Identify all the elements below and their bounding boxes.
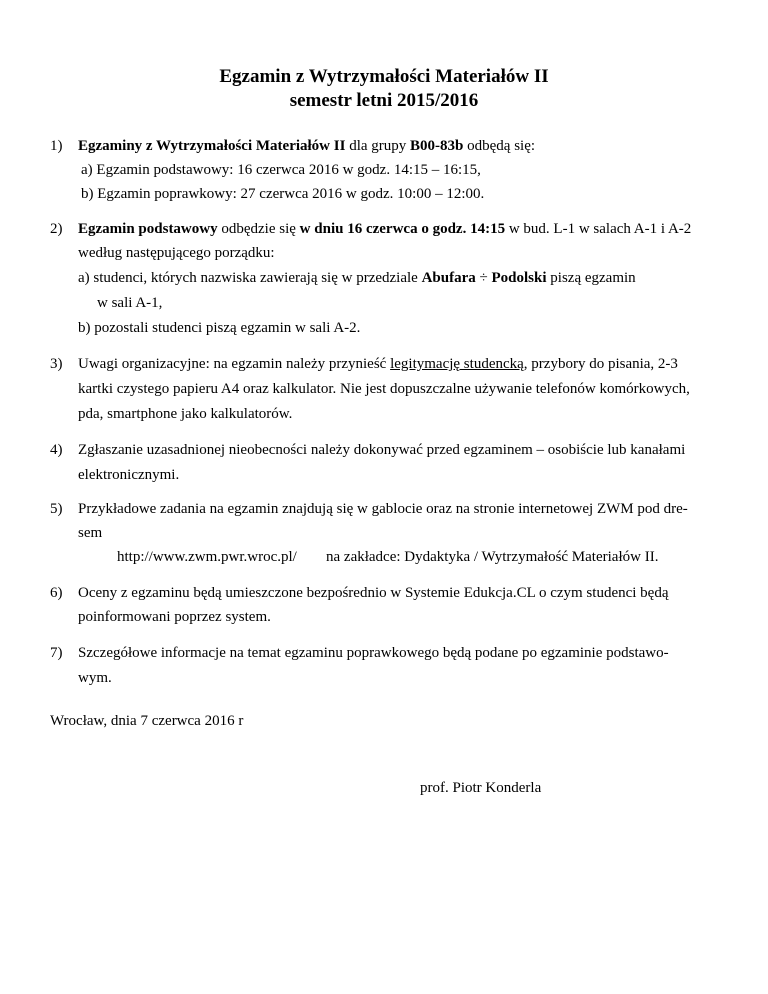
item-6-line1: Oceny z egzaminu będą umieszczone bezpośrednio w Systemie Edukcja.CL o czym studenci będą <box>78 585 669 601</box>
item-2a-line2: w sali A-1, <box>97 295 163 311</box>
item-2-number: 2) <box>50 221 63 237</box>
item-5-line1: Przykładowe zadania na egzamin znajdują się w gablocie oraz na stronie internetowej ZWM pod dre- <box>78 501 688 517</box>
item-4-line2: elektronicznymi. <box>78 467 180 483</box>
item-7-line2: wym. <box>78 670 112 686</box>
item-6-number: 6) <box>50 585 63 601</box>
item-3-line3: pda, smartphone jako kalkulatorów. <box>78 406 293 422</box>
document-subtitle: semestr letni 2015/2016 <box>289 90 479 111</box>
item-1-text-part: dla grupy <box>345 138 411 154</box>
item-2a <box>78 269 636 287</box>
item-2a-text: a) studenci, których nazwiska zawierają się w przedziale <box>78 270 422 286</box>
item-5-number: 5) <box>50 501 63 517</box>
item-2-text-part: odbędzie się <box>217 221 300 237</box>
item-3-text-part: Uwagi organizacyjne: na egzamin należy przynieść <box>78 356 391 372</box>
item-4-number: 4) <box>50 442 63 458</box>
item-3-text <box>78 355 678 373</box>
item-7-number: 7) <box>50 645 63 661</box>
zwm-url-link[interactable]: http://www.zwm.pwr.wroc.pl/ <box>117 549 297 565</box>
surname-to: Podolski <box>491 270 547 286</box>
item-2a-text: piszą egzamin <box>546 270 636 286</box>
document-title: Egzamin z Wytrzymałości Materiałów II <box>219 66 549 87</box>
item-4-line1: Zgłaszanie uzasadnionej nieobecności należy dokonywać przed egzaminem – osobiście lub kanałami <box>78 442 686 458</box>
signature: prof. Piotr Konderla <box>420 780 542 796</box>
item-2-date: w dniu 16 czerwca o godz. 14:15 <box>299 221 506 237</box>
surname-from: Abufara <box>421 270 476 286</box>
item-3-text-part: , przybory do pisania, 2-3 <box>523 356 678 372</box>
item-2-exam: Egzamin podstawowy <box>78 221 218 237</box>
item-5-path: na zakładce: Dydaktyka / Wytrzymałość Materiałów II. <box>326 549 659 565</box>
item-3-line2: kartki czystego papieru A4 oraz kalkulator. Nie jest dopuszczalne używanie telefonów komórkowych, <box>78 381 690 397</box>
place-and-date: Wrocław, dnia 7 czerwca 2016 r <box>50 713 244 729</box>
item-2-line2: według następującego porządku: <box>78 245 275 261</box>
item-2-text <box>78 220 691 238</box>
item-1-subject: Egzaminy z Wytrzymałości Materiałów II <box>78 138 346 154</box>
item-3-number: 3) <box>50 356 63 372</box>
item-1-number: 1) <box>50 138 63 154</box>
student-id-note: legitymację studencką <box>390 356 524 372</box>
item-1a: a) Egzamin podstawowy: 16 czerwca 2016 w godz. 14:15 – 16:15, <box>81 162 481 178</box>
item-5-line2: sem <box>78 525 103 541</box>
item-7-line1: Szczegółowe informacje na temat egzaminu poprawkowego będą podane po egzaminie podstawo- <box>78 645 669 661</box>
range-sign: ÷ <box>475 270 492 286</box>
item-6-line2: poinformowani poprzez system. <box>78 609 271 625</box>
item-1b: b) Egzamin poprawkowy: 27 czerwca 2016 w godz. 10:00 – 12:00. <box>81 186 485 202</box>
item-1-text-part: odbędą się: <box>463 138 536 154</box>
item-2b: b) pozostali studenci piszą egzamin w sali A-2. <box>78 320 361 336</box>
item-1-text <box>78 137 535 155</box>
item-2-text-part: w bud. L-1 w salach A-1 i A-2 <box>505 221 692 237</box>
item-1-group: B00-83b <box>410 138 464 154</box>
